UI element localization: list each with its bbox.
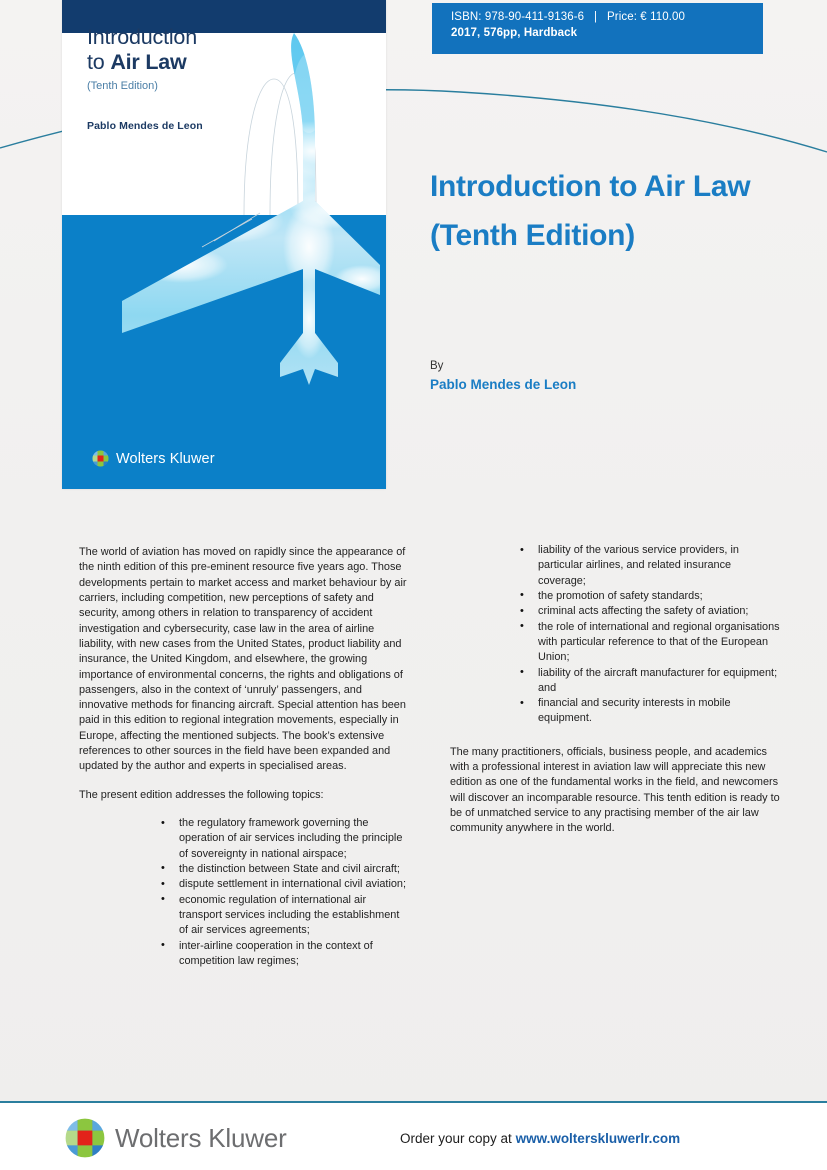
list-item: • economic regulation of international air transport services including the establishment of air services agreements; bbox=[160, 893, 410, 939]
airplane-illustration bbox=[62, 33, 386, 489]
byline-label: By bbox=[430, 360, 444, 372]
list-item: • inter-airline cooperation in the context of competition law regimes; bbox=[160, 939, 410, 970]
cover-title-line2: to Air Law bbox=[87, 49, 187, 74]
cover-title-line1: Introduction bbox=[87, 25, 197, 49]
wolters-kluwer-globe-icon bbox=[92, 450, 109, 467]
list-item: • liability of the various service providers, in particular airlines, and related insurance coverage; bbox=[519, 543, 781, 589]
list-item: • the role of international and regional organisations with particular reference to that of the European Union; bbox=[519, 620, 781, 666]
closing-paragraph: The many practitioners, officials, business people, and academics with a professional interest in aviation law will appreciate this new edition as one of the fundamental works in the field, and newcomers will discover an incomparable resource. This tenth edition is ready to be of unmatched service to any practising member of the air law community anywhere in the world. bbox=[450, 745, 780, 835]
cover-edition: (Tenth Edition) bbox=[87, 80, 158, 92]
left-text-column bbox=[79, 545, 411, 969]
list-item: • the promotion of safety standards; bbox=[519, 589, 781, 604]
list-item: • financial and security interests in mobile equipment. bbox=[519, 696, 781, 727]
cover-title bbox=[87, 25, 297, 93]
topics-list-left bbox=[160, 816, 410, 969]
list-item: • dispute settlement in international civil aviation; bbox=[160, 877, 410, 892]
cover-brand bbox=[92, 450, 215, 467]
cover-brand-text: Wolters Kluwer bbox=[116, 450, 215, 467]
cover-author: Pablo Mendes de Leon bbox=[87, 120, 203, 132]
list-item: • liability of the aircraft manufacturer for equipment; and bbox=[519, 666, 781, 697]
list-item: • criminal acts affecting the safety of aviation; bbox=[519, 604, 781, 619]
footer bbox=[0, 1103, 827, 1170]
book-cover bbox=[62, 0, 386, 489]
list-item: • the distinction between State and civil aircraft; bbox=[160, 862, 410, 877]
order-prefix: Order your copy at bbox=[400, 1131, 516, 1146]
byline-author: Pablo Mendes de Leon bbox=[430, 377, 577, 392]
topics-lead: The present edition addresses the following topics: bbox=[79, 788, 324, 801]
order-url-link[interactable]: www.wolterskluwerlr.com bbox=[515, 1131, 681, 1146]
isbn-price-banner bbox=[432, 3, 763, 54]
intro-paragraph: The world of aviation has moved on rapidly since the appearance of the ninth edition of this pre-eminent resource five years ago. Those developments pertain to market access and market behaviour by air carriers, including competition, new perceptions of safety and security, among others in relation to transparency of accident investigation and cybersecurity, case law in the area of airline liability, with new cases from the United States, product liability and insurance, the United Kingdom, and elsewhere, the growing importance of environmental concerns, the rights and obligations of passengers, also in the context of ‘unruly’ passengers, and innovative methods for financing aircraft. Special attention has been paid in this edition to regional integration movements, especially in Europe, affecting the mentioned subjects. The book’s extensive references to other sources in the field have been expanded and updated by the author and experts in specialised areas. bbox=[79, 546, 407, 773]
order-line bbox=[400, 1131, 680, 1146]
footer-brand bbox=[64, 1117, 287, 1159]
edition-details-line: 2017, 576pp, Hardback bbox=[451, 27, 578, 39]
page-title: Introduction to Air Law (Tenth Edition) bbox=[430, 170, 751, 252]
right-text-column bbox=[450, 543, 783, 837]
isbn-line: ISBN: 978-90-411-9136-6 | Price: € 110.00 bbox=[451, 11, 685, 23]
byline bbox=[430, 360, 770, 392]
footer-brand-text: Wolters Kluwer bbox=[115, 1122, 287, 1153]
wolters-kluwer-globe-icon bbox=[64, 1117, 106, 1159]
topics-list-right bbox=[519, 543, 781, 727]
list-item: • the regulatory framework governing the operation of air services including the principle of sovereignty in national airspace; bbox=[160, 816, 410, 862]
